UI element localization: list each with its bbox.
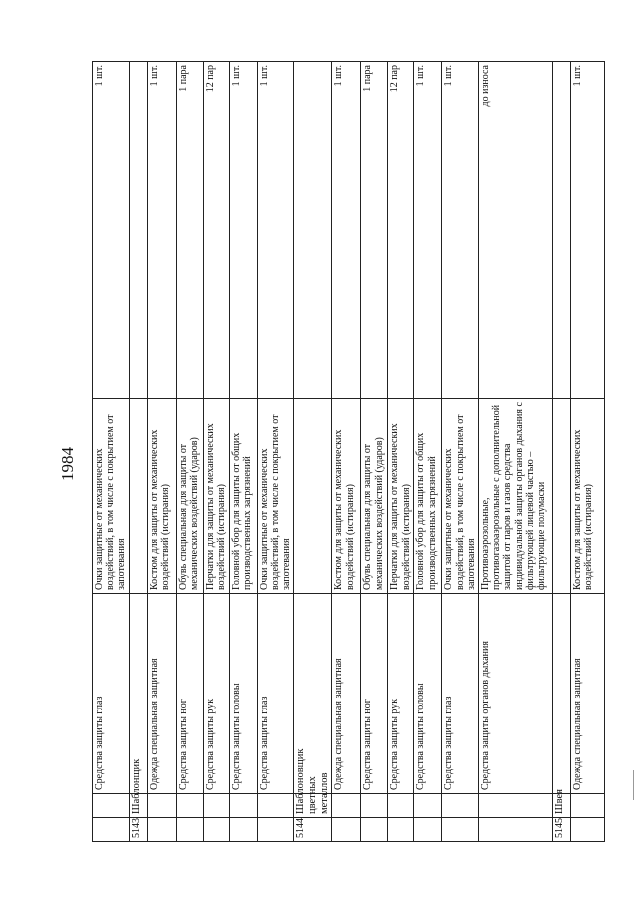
- norm-cell: [294, 62, 332, 399]
- code-cell: 5145: [552, 818, 570, 842]
- profession-cell: [332, 794, 361, 818]
- norm-cell: 1 шт.: [257, 62, 294, 399]
- profession-cell: [388, 794, 414, 818]
- ppe-item-row: [332, 62, 361, 842]
- profession-cell: [147, 794, 176, 818]
- profession-cell: Шаблонщик: [129, 794, 147, 818]
- name-cell: Костюм для защиты от механических воздействий (истирания): [147, 399, 176, 594]
- category-cell: Средства защиты рук: [203, 594, 229, 794]
- name-cell: Очки защитные от механических воздействий, в том числе с покрытием от запотевания: [93, 399, 130, 594]
- ppe-item-row: [257, 62, 294, 842]
- name-cell: Противоаэрозольные, противогазоаэрозольные с дополнительной защитой от паров и газов средства индивидуальной защиты органов дыхания с фильтрующей лицевой частью – фильтрующие полумаски: [478, 399, 552, 594]
- norm-cell: 12 пар: [203, 62, 229, 399]
- category-cell: Средства защиты рук: [388, 594, 414, 794]
- profession-cell: Швея: [552, 794, 570, 818]
- norm-cell: 1 шт.: [229, 62, 257, 399]
- category-cell: Средства защиты ног: [361, 594, 388, 794]
- name-cell: Перчатки для защиты от механических воздействий (истирания): [203, 399, 229, 594]
- category-cell: [552, 594, 570, 794]
- norm-cell: 1 пара: [361, 62, 388, 399]
- norm-cell: 12 пар: [388, 62, 414, 399]
- profession-row: [552, 62, 570, 842]
- profession-cell: [176, 794, 203, 818]
- profession-cell: [442, 794, 479, 818]
- ppe-item-row: [93, 62, 130, 842]
- norm-cell: 1 пара: [176, 62, 203, 399]
- norm-cell: до износа: [478, 62, 552, 399]
- category-cell: Одежда специальная защитная: [570, 594, 604, 794]
- code-cell: [93, 818, 130, 842]
- code-cell: [414, 818, 442, 842]
- code-cell: 5144: [294, 818, 332, 842]
- name-cell: Костюм для защиты от механических воздействий (истирания): [332, 399, 361, 594]
- code-cell: [361, 818, 388, 842]
- name-cell: Головной убор для защиты от общих производственных загрязнений: [414, 399, 442, 594]
- norm-cell: [129, 62, 147, 399]
- rotated-table-container: [92, 62, 595, 842]
- name-cell: Перчатки для защиты от механических воздействий (истирания): [388, 399, 414, 594]
- ppe-item-row: [203, 62, 229, 842]
- ppe-item-row: [388, 62, 414, 842]
- scan-artifact: [633, 770, 634, 800]
- category-cell: Средства защиты органов дыхания: [478, 594, 552, 794]
- code-cell: [257, 818, 294, 842]
- page-number: 1984: [58, 447, 77, 481]
- ppe-norms-table: [92, 61, 605, 842]
- code-cell: [478, 818, 552, 842]
- profession-cell: [203, 794, 229, 818]
- category-cell: Средства защиты глаз: [257, 594, 294, 794]
- category-cell: Средства защиты ног: [176, 594, 203, 794]
- ppe-item-row: [478, 62, 552, 842]
- norm-cell: 1 шт.: [414, 62, 442, 399]
- category-cell: Средства защиты глаз: [442, 594, 479, 794]
- category-cell: Средства защиты головы: [414, 594, 442, 794]
- ppe-item-row: [229, 62, 257, 842]
- code-cell: [147, 818, 176, 842]
- name-cell: [552, 399, 570, 594]
- profession-cell: [93, 794, 130, 818]
- name-cell: Очки защитные от механических воздействий, в том числе с покрытием от запотевания: [442, 399, 479, 594]
- category-cell: Одежда специальная защитная: [147, 594, 176, 794]
- profession-cell: [229, 794, 257, 818]
- code-cell: 5143: [129, 818, 147, 842]
- code-cell: [203, 818, 229, 842]
- code-cell: [388, 818, 414, 842]
- profession-cell: [570, 794, 604, 818]
- ppe-item-row: [147, 62, 176, 842]
- norm-cell: 1 шт.: [93, 62, 130, 399]
- norm-cell: 1 шт.: [147, 62, 176, 399]
- name-cell: Обувь специальная для защиты от механических воздействий (ударов): [176, 399, 203, 594]
- category-cell: Средства защиты глаз: [93, 594, 130, 794]
- profession-row: [294, 62, 332, 842]
- profession-cell: [478, 794, 552, 818]
- name-cell: [129, 399, 147, 594]
- ppe-item-row: [442, 62, 479, 842]
- code-cell: [176, 818, 203, 842]
- name-cell: Костюм для защиты от механических воздействий (истирания): [570, 399, 604, 594]
- norm-cell: 1 шт.: [332, 62, 361, 399]
- profession-cell: [257, 794, 294, 818]
- code-cell: [442, 818, 479, 842]
- code-cell: [332, 818, 361, 842]
- norm-cell: 1 шт.: [570, 62, 604, 399]
- category-cell: Одежда специальная защитная: [332, 594, 361, 794]
- ppe-item-row: [570, 62, 604, 842]
- code-cell: [229, 818, 257, 842]
- profession-cell: [361, 794, 388, 818]
- table-body: [93, 62, 605, 842]
- profession-row: [129, 62, 147, 842]
- name-cell: Головной убор для защиты от общих производственных загрязнений: [229, 399, 257, 594]
- profession-cell: [414, 794, 442, 818]
- name-cell: Обувь специальная для защиты от механических воздействий (ударов): [361, 399, 388, 594]
- profession-cell: Шаблоновщик цветных металлов: [294, 794, 332, 818]
- category-cell: Средства защиты головы: [229, 594, 257, 794]
- norm-cell: 1 шт.: [442, 62, 479, 399]
- code-cell: [570, 818, 604, 842]
- ppe-item-row: [361, 62, 388, 842]
- name-cell: [294, 399, 332, 594]
- name-cell: Очки защитные от механических воздействий, в том числе с покрытием от запотевания: [257, 399, 294, 594]
- norm-cell: [552, 62, 570, 399]
- ppe-item-row: [414, 62, 442, 842]
- ppe-item-row: [176, 62, 203, 842]
